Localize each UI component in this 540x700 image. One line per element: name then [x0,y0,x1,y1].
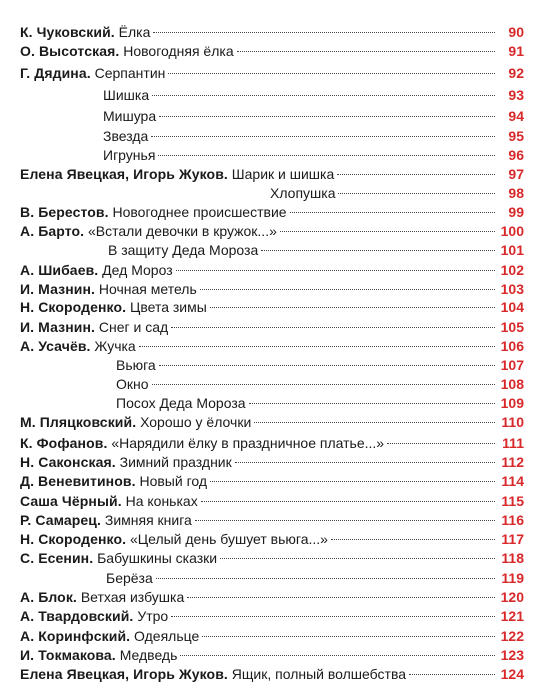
dot-leader [280,230,495,232]
dot-leader [331,538,495,540]
entry-page: 114 [501,473,524,489]
entry-page: 91 [508,43,524,59]
entry-page: 95 [508,128,524,144]
entry-title: Хорошо у ёлочки [140,414,252,430]
entry-page: 118 [501,550,524,566]
toc-entry [20,23,524,42]
dot-leader [171,326,495,328]
entry-page: 102 [500,262,524,278]
entry-title: На коньках [125,493,198,509]
entry-author: В. Берестов. [20,204,109,220]
entry-title: «Встали девочки в кружок...» [88,223,277,239]
toc-entry [20,42,524,61]
toc-entry [270,184,524,203]
entry-page: 111 [502,435,524,451]
entry-page: 122 [500,628,524,644]
entry-page: 105 [500,319,524,335]
entry-title: Мишура [103,108,157,124]
entry-author: С. Есенин. [20,550,94,566]
entry-title: Цвета зимы [129,299,207,315]
dot-leader [156,577,495,579]
toc-entry [20,549,524,568]
toc-entry [20,453,524,472]
toc-entry [20,261,524,280]
entry-author: А. Коринфский. [20,628,131,644]
entry-title: Игрунья [103,147,156,163]
dot-leader [176,269,495,271]
entry-page: 106 [500,338,524,354]
entry-title: «Нарядили ёлку в праздничное платье...» [111,435,385,451]
entry-author: А. Твардовский. [20,608,134,624]
dot-leader [387,442,495,444]
toc-entry [108,241,524,260]
entry-page: 93 [508,87,524,103]
entry-page: 104 [500,299,524,315]
entry-page: 100 [500,223,524,239]
entry-title: Новый год [139,473,208,489]
dot-leader [237,50,495,52]
toc-entry [116,394,524,413]
dot-leader [168,72,495,74]
entry-page: 98 [508,185,524,201]
toc-entry [20,530,524,549]
entry-page: 108 [500,376,524,392]
entry-author: Н. Саконская. [20,454,116,470]
toc-entry [103,86,524,105]
toc-entry [20,511,524,530]
entry-page: 99 [508,204,524,220]
dot-leader [337,173,495,175]
entry-page: 124 [500,666,524,682]
dot-leader [158,154,495,156]
entry-title: Утро [137,608,169,624]
entry-author: М. Пляцковский. [20,414,137,430]
toc-entry [106,569,524,588]
dot-leader [409,673,495,675]
toc-entry [116,375,524,394]
entry-title: Зимний праздник [119,454,232,470]
entry-title: Зимняя книга [104,512,192,528]
toc-entry [20,434,524,453]
dot-leader [261,249,495,251]
entry-author: А. Барто. [20,223,85,239]
entry-title: Новогодняя ёлка [123,43,234,59]
toc-entry [20,203,524,222]
dot-leader [254,421,495,423]
entry-page: 90 [508,24,524,40]
entry-page: 94 [508,108,524,124]
entry-title: Хлопушка [270,185,336,201]
entry-title: Ящик, полный волшебства [231,666,407,682]
entry-author: К. Чуковский. [20,24,115,40]
toc-entry [20,665,524,684]
dot-leader [220,557,495,559]
entry-title: Звезда [103,128,149,144]
entry-page: 115 [501,493,524,509]
entry-page: 109 [500,395,524,411]
entry-title: Посох Деда Мороза [116,395,246,411]
entry-title: Снег и сад [98,319,169,335]
entry-title: Вьюга [116,357,156,373]
toc-entry [20,222,524,241]
entry-author: Н. Скороденко. [20,299,127,315]
dot-leader [152,383,495,385]
entry-title: Окно [116,376,149,392]
dot-leader [235,461,495,463]
entry-title: Ночная метель [98,281,197,297]
entry-author: Д. Веневитинов. [20,473,136,489]
dot-leader [195,519,495,521]
toc-entry [20,607,524,626]
dot-leader [159,115,495,117]
entry-author: А. Усачёв. [20,338,91,354]
entry-title: Бабушкины сказки [97,550,218,566]
dot-leader [152,94,495,96]
entry-title: Медведь [119,647,178,663]
entry-author: Елена Явецкая, Игорь Жуков. [20,166,228,182]
entry-title: «Целый день бушует вьюга...» [129,531,328,547]
toc-entry [20,413,524,432]
entry-page: 119 [501,570,524,586]
entry-author: О. Высотская. [20,43,120,59]
dot-leader [338,192,495,194]
dot-leader [180,654,495,656]
toc-entry [103,127,524,146]
entry-title: Ветхая избушка [80,589,185,605]
entry-page: 110 [501,414,524,430]
entry-author: И. Мазнин. [20,319,95,335]
toc-entry [20,165,524,184]
entry-page: 96 [508,147,524,163]
dot-leader [201,500,495,502]
dot-leader [151,135,495,137]
dot-leader [210,306,495,308]
entry-page: 120 [500,589,524,605]
entry-author: К. Фофанов. [20,435,108,451]
entry-author: Р. Самарец. [20,512,101,528]
dot-leader [139,345,495,347]
toc-entry [103,146,524,165]
entry-page: 123 [500,647,524,663]
entry-title: Серпантин [94,65,166,81]
entry-title: Новогоднее происшествие [112,204,287,220]
dot-leader [171,615,495,617]
entry-author: Г. Дядина. [20,65,91,81]
entry-page: 116 [501,512,524,528]
dot-leader [202,635,495,637]
dot-leader [210,480,495,482]
entry-title: Жучка [94,338,136,354]
dot-leader [187,596,495,598]
toc-entry [20,588,524,607]
dot-leader [153,31,495,33]
toc-entry [20,646,524,665]
toc-entry [20,280,524,299]
entry-title: Шарик и шишка [231,166,335,182]
entry-author: А. Шибаев. [20,262,99,278]
toc-entry [20,472,524,491]
toc-entry [116,356,524,375]
entry-page: 103 [500,281,524,297]
toc-entry [20,627,524,646]
entry-author: И. Токмакова. [20,647,116,663]
entry-page: 101 [500,242,524,258]
dot-leader [159,364,495,366]
entry-title: Одеяльце [134,628,200,644]
entry-title: В защиту Деда Мороза [108,242,259,258]
toc-entry [20,64,524,83]
toc-entry [20,318,524,337]
entry-page: 92 [508,65,524,81]
entry-title: Шишка [103,87,150,103]
toc-entry [20,337,524,356]
dot-leader [290,211,495,213]
entry-title: Берёза [106,570,153,586]
entry-title: Дед Мороз [102,262,173,278]
dot-leader [200,288,495,290]
entry-author: Елена Явецкая, Игорь Жуков. [20,666,228,682]
toc-entry [20,492,524,511]
entry-author: И. Мазнин. [20,281,95,297]
entry-page: 117 [501,531,524,547]
entry-author: А. Блок. [20,589,77,605]
entry-page: 112 [501,454,524,470]
toc-entry [20,298,524,317]
dot-leader [249,402,495,404]
entry-author: Саша Чёрный. [20,493,122,509]
entry-page: 121 [500,608,524,624]
entry-author: Н. Скороденко. [20,531,127,547]
entry-page: 97 [508,166,524,182]
entry-page: 107 [500,357,524,373]
entry-title: Ёлка [118,24,151,40]
toc-entry [103,107,524,126]
